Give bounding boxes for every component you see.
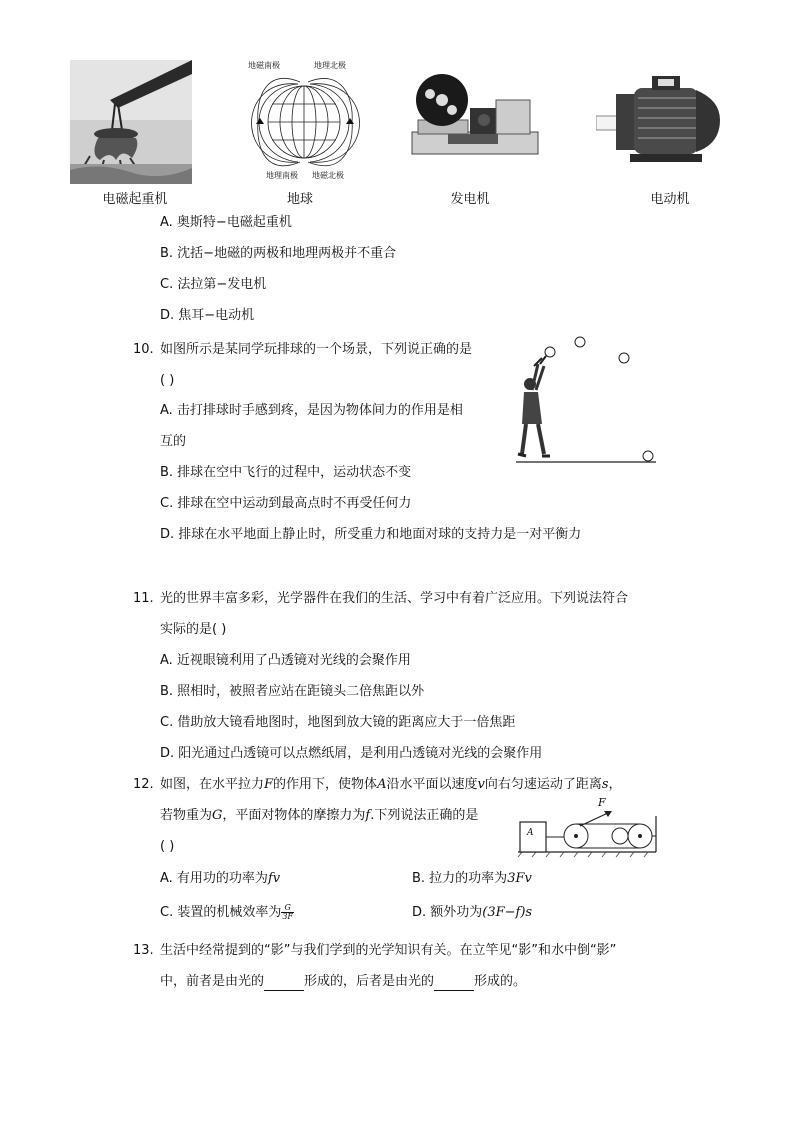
q11-stem-line2: 实际的是( ) xyxy=(160,622,227,637)
pulley-block-label: A xyxy=(527,828,534,838)
efficiency-fraction: $\frac{G}{3F}$ xyxy=(282,903,293,921)
q10-number: 10. xyxy=(133,342,154,357)
q12-option-d: D. 额外功为(3F−f)s xyxy=(412,905,533,920)
q12-stem-line3: ( ) xyxy=(160,839,175,854)
earth-label-geo-north-top: 地理北极 xyxy=(314,61,346,70)
crane-figure xyxy=(70,60,192,184)
q10-option-c: C. 排球在空中运动到最高点时不再受任何力 xyxy=(160,496,412,511)
answer-blank-1[interactable] xyxy=(264,976,304,991)
q10-option-d: D. 排球在水平地面上静止时，所受重力和地面对球的支持力是一对平衡力 xyxy=(160,527,582,542)
q10-option-a-line2: 互的 xyxy=(160,434,187,449)
q9-option-b: B. 沈括−地磁的两极和地理两极并不重合 xyxy=(160,246,397,261)
crane-label: 电磁起重机 xyxy=(102,192,168,207)
generator-figure xyxy=(408,70,542,162)
motor-label: 电动机 xyxy=(650,192,690,207)
earth-label-mag-north-bottom: 地磁北极 xyxy=(312,171,344,180)
q11-option-c: C. 借助放大镜看地图时，地图到放大镜的距离应大于一倍焦距 xyxy=(160,715,516,730)
q9-option-c: C. 法拉第−发电机 xyxy=(160,277,267,292)
earth-label-geo-south-bottom: 地理南极 xyxy=(266,171,298,180)
q11-number: 11. xyxy=(133,591,154,606)
q9-option-d: D. 焦耳−电动机 xyxy=(160,308,255,323)
q12-option-a: A. 有用功的功率为fv xyxy=(160,871,281,886)
q11-option-b: B. 照相时，被照者应站在距镜头二倍焦距以外 xyxy=(160,684,425,699)
q10-option-b: B. 排球在空中飞行的过程中，运动状态不变 xyxy=(160,465,412,480)
pulley-force-label: F xyxy=(598,796,606,809)
q13-line1: 生活中经常提到的“影”与我们学到的光学知识有关。在立竿见“影”和水中倒“影” xyxy=(160,943,617,958)
q12-option-c: C. 装置的机械效率为 $\frac{G}{3F}$ xyxy=(160,903,293,921)
q12-option-b: B. 拉力的功率为3Fv xyxy=(412,871,532,886)
earth-label: 地球 xyxy=(286,192,313,207)
earth-label-geo-south-top: 地磁南极 xyxy=(248,61,280,70)
pulley-figure xyxy=(516,796,662,858)
generator-label: 发电机 xyxy=(450,192,490,207)
motor-figure xyxy=(596,70,722,170)
q10-stem-line1: 如图所示是某同学玩排球的一个场景，下列说正确的是 xyxy=(160,342,473,357)
q13-line2: 中，前者是由光的 形成的，后者是由光的 形成的。 xyxy=(160,974,527,989)
q11-option-d: D. 阳光通过凸透镜可以点燃纸屑，是利用凸透镜对光线的会聚作用 xyxy=(160,746,543,761)
answer-blank-2[interactable] xyxy=(434,976,474,991)
q10-stem-line2: ( ) xyxy=(160,373,175,388)
q10-option-a-line1: A. 击打排球时手感到疼，是因为物体间力的作用是相 xyxy=(160,403,463,418)
q12-number: 12. xyxy=(133,777,154,792)
q11-option-a: A. 近视眼镜利用了凸透镜对光线的会聚作用 xyxy=(160,653,411,668)
q12-stem-line1: 如图，在水平拉力F的作用下，使物体A沿水平面以速度v向右匀速运动了距离s， xyxy=(160,777,622,792)
q13-number: 13. xyxy=(133,943,154,958)
q12-stem-line2: 若物重为G，平面对物体的摩擦力为f.下列说法正确的是 xyxy=(160,808,479,823)
q11-stem-line1: 光的世界丰富多彩，光学器件在我们的生活、学习中有着广泛应用。下列说法符合 xyxy=(160,591,629,606)
q9-option-a: A. 奥斯特−电磁起重机 xyxy=(160,215,292,230)
earth-figure xyxy=(246,58,366,184)
volleyball-figure xyxy=(510,332,660,468)
